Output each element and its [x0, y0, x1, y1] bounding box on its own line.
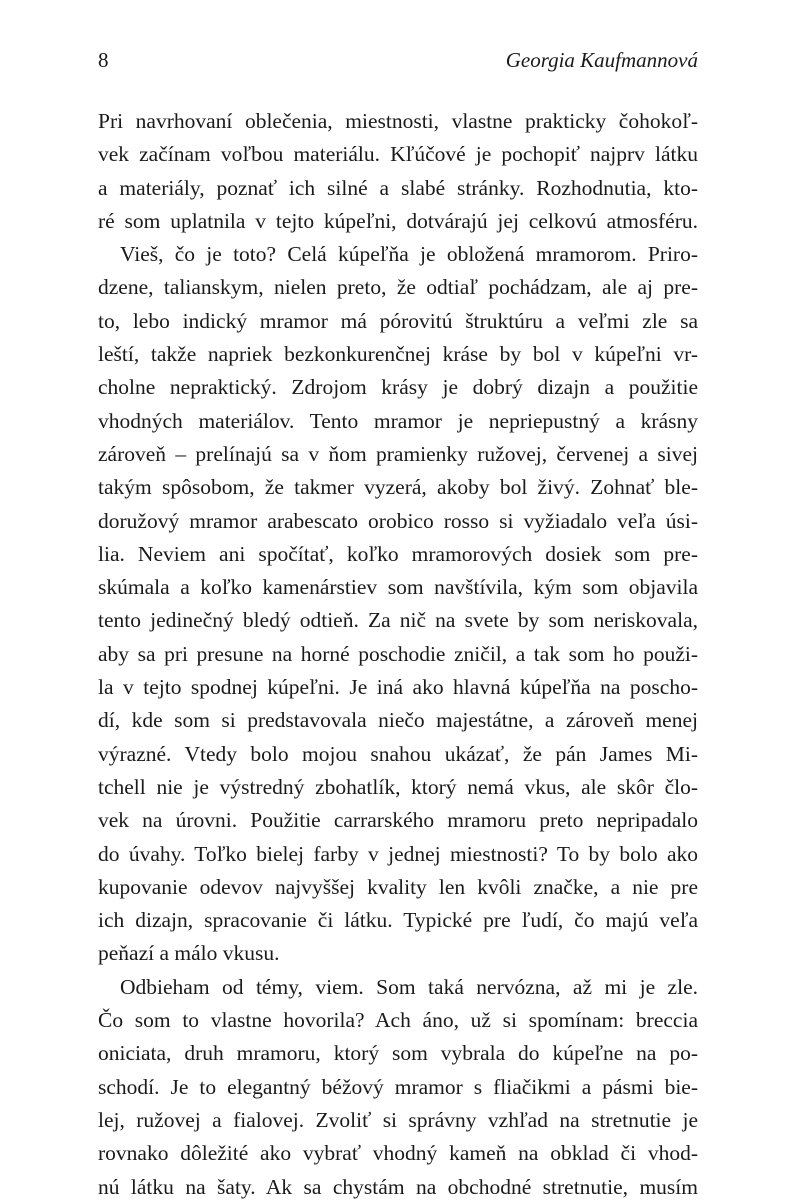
text-line: takým spôsobom, že takmer vyzerá, akoby bol živý. Zohnať ble- [98, 475, 698, 500]
text-line: lej, ružovej a fialovej. Zvoliť si správny vzhľad na stretnutie je [98, 1107, 698, 1132]
page-number: 8 [98, 48, 109, 72]
text-line: kupovanie odevov najvyššej kvality len kvôli značke, a nie pre [98, 874, 698, 899]
text-line: skúmala a koľko kamenárstiev som navštívila, kým som objavila [98, 575, 698, 600]
text-line: výrazné. Vtedy bolo mojou snahou ukázať, že pán James Mi- [98, 741, 698, 766]
text-line: vhodných materiálov. Tento mramor je nepriepustný a krásny [98, 408, 698, 433]
page-header [98, 48, 698, 76]
text-line: aby sa pri presune na horné poschodie zničil, a tak som ho použi- [98, 641, 698, 666]
text-line: doružový mramor arabescato orobico rosso si vyžiadalo veľa úsi- [98, 508, 698, 533]
text-line: leští, takže napriek bezkonkurenčnej kráse by bol v kúpeľni vr- [98, 342, 698, 367]
text-line: oniciata, druh mramoru, ktorý som vybrala do kúpeľne na po- [98, 1041, 698, 1066]
text-line: la v tejto spodnej kúpeľni. Je iná ako hlavná kúpeľňa na poscho- [98, 675, 698, 700]
text-line: to, lebo indický mramor má pórovitú štruktúru a veľmi zle sa [98, 308, 698, 333]
text-line: dzene, talianskym, nielen preto, že odtiaľ pochádzam, ale aj pre- [98, 275, 698, 300]
text-line: vek začínam voľbou materiálu. Kľúčové je pochopiť najprv látku [98, 142, 698, 167]
text-line: ich dizajn, spracovanie či látku. Typické pre ľudí, čo majú veľa [98, 908, 698, 933]
text-line: a materiály, poznať ich silné a slabé stránky. Rozhodnutia, kto- [98, 175, 698, 200]
running-head-author: Georgia Kaufmannová [505, 48, 698, 72]
text-line: Pri navrhovaní oblečenia, miestnosti, vlastne prakticky čohokoľ- [98, 109, 698, 133]
text-line: Odbieham od témy, viem. Som taká nervózna, až mi je zle. [120, 974, 698, 999]
text-line: rovnako dôležité ako vybrať vhodný kameň na obklad či vhod- [98, 1141, 698, 1166]
text-line: schodí. Je to elegantný béžový mramor s fliačikmi a pásmi bie- [98, 1074, 698, 1099]
text-line: Vieš, čo je toto? Celá kúpeľňa je obložená mramorom. Priro- [120, 242, 698, 267]
text-line: cholne nepraktický. Zdrojom krásy je dobrý dizajn a použitie [98, 375, 698, 400]
text-line: peňazí a málo vkusu. [98, 941, 280, 966]
text-line: tchell nie je výstredný zbohatlík, ktorý nemá vkus, ale skôr člo- [98, 774, 698, 799]
body-text [98, 105, 698, 1204]
text-line: dí, kde som si predstavovala niečo majestátne, a zároveň menej [98, 708, 698, 733]
text-line: zároveň – prelínajú sa v ňom pramienky ružovej, červenej a sivej [98, 441, 698, 466]
text-line: ré som uplatnila v tejto kúpeľni, dotvárajú jej celkovú atmosféru. [98, 208, 698, 233]
text-line: vek na úrovni. Použitie carrarského mramoru preto nepripadalo [98, 808, 698, 833]
text-line: lia. Neviem ani spočítať, koľko mramorových dosiek som pre- [98, 541, 698, 566]
text-line: tento jedinečný bledý odtieň. Za nič na svete by som neriskovala, [98, 608, 698, 633]
text-line: nú látku na šaty. Ak sa chystám na obchodné stretnutie, musím [98, 1174, 698, 1199]
text-line: do úvahy. Toľko bielej farby v jednej miestnosti? To by bolo ako [98, 841, 698, 866]
text-line: Čo som to vlastne hovorila? Ach áno, už si spomínam: breccia [98, 1008, 698, 1033]
